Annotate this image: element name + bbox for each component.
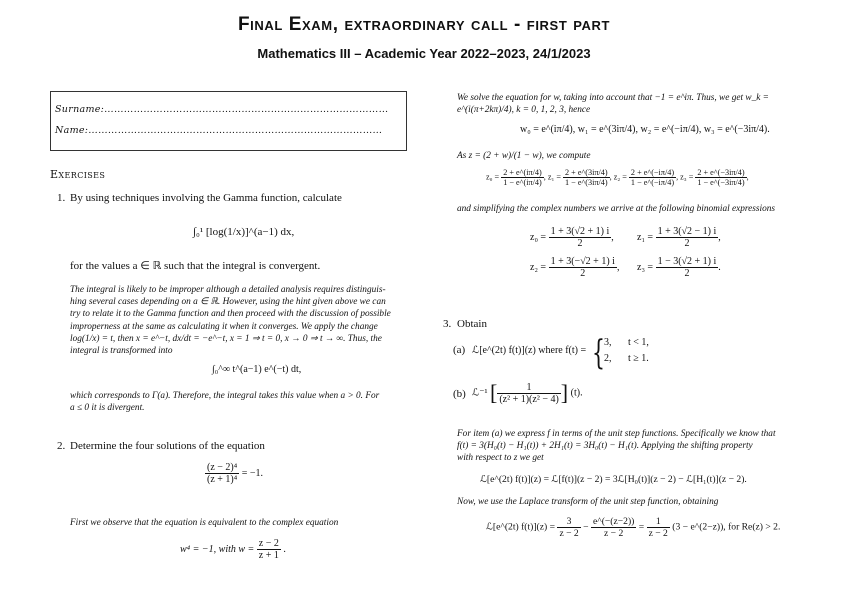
q2-solve-text [457,92,802,116]
q3b-inverse-laplace: ℒ⁻¹ [472,387,488,399]
q1-conclusion [70,390,412,414]
z3-exp-den: 1 − e^(−3iπ/4) [697,178,745,187]
z1-binomial [637,226,721,249]
q3b-left-bracket: [ [489,380,498,405]
z2-exp-fraction [629,168,679,187]
q1-number: 1. [57,192,66,204]
exam-title: Final Exam, extraordinary call - first part [237,14,611,35]
z3-exp-num: 2 + e^(−3iπ/4) [697,168,745,177]
q3-f1-num: 3 [557,516,580,528]
z0-binom-den: 2 [577,238,583,249]
z0-sep: , [543,172,546,182]
q3-laplace-line: Now, we use the Laplace transform of the unit step function, obtaining [457,497,719,507]
q2-w-fraction [257,538,281,561]
z1-binom-den: 2 [684,238,690,249]
q3-answer-line: f(t) = 3(H₀(t) − H₁(t)) + 2H₁(t) = 3H₀(t) − H₁(t). Applying the shifting property [457,441,753,452]
q3a-case2-condition: t ≥ 1. [628,353,649,364]
q1-answer-line: log(1/x) = t, then x = e^−t, dx/dt = −e^−t, x = 1 ⇒ t = 0, x → 0 ⇒ t → ∞. Thus, the [70,333,382,344]
q3a-brace-icon: { [592,333,605,373]
q1-answer-line: try to relate it to the Gamma function and then proceed with the discussion of possible [70,309,391,320]
q3-f3-num: 1 [647,516,670,528]
q2-simplify-line: and simplifying the complex numbers we arrive at the following binomial expressions [457,204,776,214]
q1-answer-line: integral is transformed into [70,346,173,357]
q1-conclusion-line: which corresponds to Γ(a). Therefore, the integral takes this value when a > 0. For [70,391,380,401]
q3b-post: (t). [570,387,583,399]
q2-eq-rhs: = −1. [241,467,264,479]
q3a-expression: ℒ[e^(2t) f(t)](z) where f(t) = [472,345,587,356]
z3-binomial [637,256,721,279]
z1-binom-sep: , [718,231,721,243]
q3b-numerator: 1 [497,382,560,394]
q1-condition: for the values a ∈ ℝ such that the integral is convergent. [70,260,321,272]
q2-solve-line: e^(i(π+2kπ)/4), k = 0, 1, 2, 3, hence [457,105,591,116]
q1-answer-line: hing several cases depending on a ∈ ℝ. However, using the hint given above we can [70,297,386,308]
z1-exp-den: 1 − e^(3iπ/4) [565,178,608,187]
q1-answer-integral: ∫₀^∞ t^(a−1) e^(−t) dt, [212,364,302,375]
z0-binomial [530,226,614,249]
q2-w-denominator: z + 1 [258,550,279,561]
q2-answer: First we observe that the equation is equivalent to the complex equation [70,518,339,528]
z2-binom-den: 2 [580,268,586,279]
q3-f3-den: z − 2 [648,528,668,539]
z1-binom-fraction [656,226,719,249]
z0-exp-fraction [501,168,544,187]
section-heading: Exercises [50,168,106,181]
q2-w-end: . [283,543,286,555]
z3-binom-sep: . [718,261,721,273]
q3-f2-den: z − 2 [604,528,624,539]
z3-binom-den: 2 [684,268,690,279]
z3-lhs: z₃ = [680,172,694,182]
q3a-case1-value: 3, [604,337,612,348]
z2-exp-num: 2 + e^(−iπ/4) [630,168,675,177]
q2-equation [205,462,263,485]
z2-binomial [530,256,619,279]
q1-integral: ∫₀¹ [log(1/x)]^(a−1) dx, [193,226,295,238]
q2-number: 2. [57,440,66,452]
q3-shift-equation: ℒ[e^(2t) f(t)](z) = ℒ[f(t)](z − 2) = 3ℒ[H₀(t)](z − 2) − ℒ[H₁(t)](z − 2). [480,474,747,485]
q3-final-fraction-3 [647,516,670,539]
q2-eq-numerator: (z − 2)⁴ [207,462,238,473]
q2-z-exponential-row [486,168,749,187]
z2-binom-fraction [549,256,617,279]
z2-binom-sep: , [616,261,620,273]
q1-conclusion-line: a ≤ 0 it is divergent. [70,403,145,414]
q3b-label: (b) [453,388,466,400]
z1-lhs: z₁ = [547,172,561,182]
q3-number: 3. [443,318,452,330]
q3-answer-line: with respect to z we get [457,453,544,464]
z0-binom-sep: , [611,231,614,243]
q3-final-fraction-2 [591,516,636,539]
q3-final-equation [486,516,780,539]
q1-prompt: By using techniques involving the Gamma function, calculate [70,192,342,204]
q3b-expression [472,380,583,406]
exam-subtitle: Mathematics III – Academic Year 2022–2023, 24/1/2023 [257,46,591,61]
name-field: Name:……………………………………………………………………………… [55,125,383,136]
q1-answer-line: improperness at the same as calculating it when it converges. We apply the change [70,321,378,332]
q3-final-minus: − [583,521,589,533]
z2-sep: , [676,172,679,182]
q3-f1-den: z − 2 [559,528,579,539]
z0-binom-fraction [549,226,612,249]
q2-w-values: w₀ = e^(iπ/4), w₁ = e^(3iπ/4), w₂ = e^(−iπ/4), w₃ = e^(−3iπ/4). [520,124,770,135]
q3a-case1-condition: t < 1, [628,337,649,348]
z0-binom-lhs: z₀ = [530,231,547,243]
q3-answer [457,428,802,465]
q3a-case2-value: 2, [604,353,612,364]
q3b-fraction [497,382,560,405]
q3-final-eq: = [638,521,645,533]
z3-binom-lhs: z₃ = [637,261,654,273]
q3b-denominator: (z² + 1)(z² − 4) [499,393,559,405]
z0-exp-num: 2 + e^(iπ/4) [503,168,542,177]
q3-final-fraction-1 [557,516,580,539]
q2-w-text: w⁴ = −1, with w = [180,543,257,555]
z1-exp-num: 2 + e^(3iπ/4) [565,168,608,177]
q3-answer-line: For item (a) we express f in terms of the unit step functions. Specifically we know that [457,429,776,439]
z2-exp-den: 1 − e^(−iπ/4) [630,178,675,187]
z0-lhs: z₀ = [486,172,500,182]
z2-lhs: z₂ = [613,172,627,182]
q1-answer-line: The integral is likely to be improper although a detailed analysis requires distinguis- [70,285,386,295]
z3-binom-num: 1 − 3(√2 + 1) i [657,256,717,267]
z3-sep: , [746,172,749,182]
z3-exp-fraction [695,168,746,187]
q2-w-numerator: z − 2 [258,538,279,549]
z1-binom-lhs: z₁ = [637,231,654,243]
q2-w-equation [180,538,286,561]
z3-binom-fraction [656,256,719,279]
z0-exp-den: 1 − e^(iπ/4) [503,178,542,187]
q3a-label: (a) [453,344,466,356]
q2-eq-denominator: (z + 1)⁴ [207,474,238,485]
q2-solve-line: We solve the equation for w, taking into account that −1 = e^iπ. Thus, we get w_k = [457,93,769,103]
z1-exp-fraction [563,168,610,187]
q3-final-lhs: ℒ[e^(2t) f(t)](z) = [486,521,556,533]
z2-binom-num: 1 + 3(−√2 + 1) i [550,256,615,267]
z1-sep: , [609,172,612,182]
q3-final-tail: (3 − e^(2−z)), for Re(z) > 2. [672,521,781,533]
z1-binom-num: 1 + 3(√2 − 1) i [657,226,717,237]
q3b-right-bracket: ] [560,380,569,405]
q3-f2-num: e^(−(z−2)) [592,516,635,527]
surname-field: Surname:…………………………………………………………………………… [55,104,389,115]
q1-answer [70,284,412,357]
z0-binom-num: 1 + 3(√2 + 1) i [550,226,610,237]
q2-compute-line: As z = (2 + w)/(1 − w), we compute [457,151,591,161]
z2-binom-lhs: z₂ = [530,261,547,273]
q2-equation-fraction [205,462,239,485]
q3-prompt: Obtain [457,318,487,330]
student-id-box [50,91,407,151]
q2-prompt: Determine the four solutions of the equation [70,440,265,452]
